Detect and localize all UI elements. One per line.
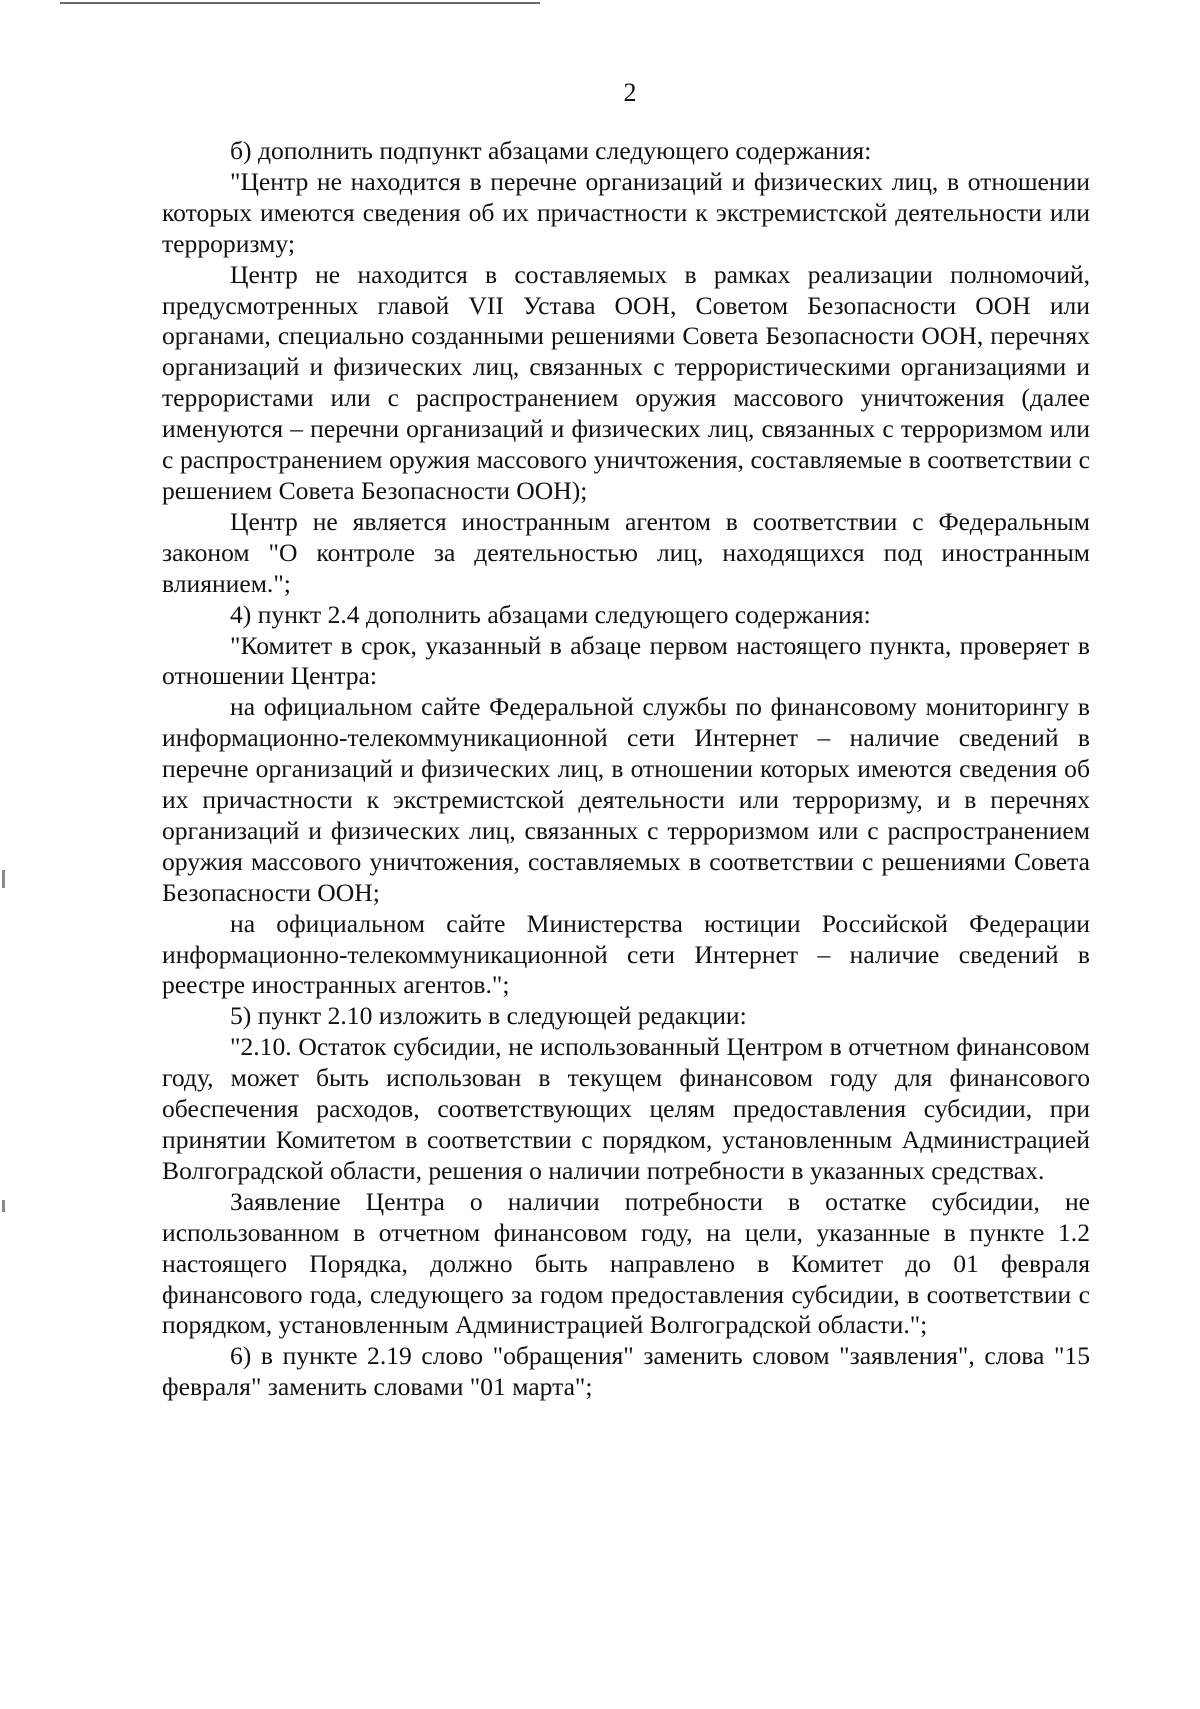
paragraph: на официальном сайте Министерства юстиции Российской Федерации информационно-телекоммуникационной сети Интернет – наличие сведений в реестре иностранных агентов."; bbox=[162, 908, 1090, 1000]
paragraph: 6) в пункте 2.19 слово "обращения" заменить словом "заявления", слова "15 февраля" заменить словами "01 марта"; bbox=[162, 1341, 1090, 1402]
paragraph: Заявление Центра о наличии потребности в остатке субсидии, не использованном в отчетном финансовом году, на цели, указанные в пункте 1.2 настоящего Порядка, должно быть направлено в Комитет до 01 февраля финансового года, следующего за годом предоставления субсидии, в соответствии с порядком, установленным Администрацией Волгоградской области."; bbox=[162, 1186, 1090, 1340]
paragraph: на официальном сайте Федеральной службы по финансовому мониторингу в информационно-телекоммуникационной сети Интернет – наличие сведений в перечне организаций и физических лиц, в отношении которых имеются сведения об их причастности к экстремистской деятельности или терроризму, и в перечнях организаций и физических лиц, связанных с терроризмом или с распространением оружия массового уничтожения, составляемых в соответствии с решениями Совета Безопасности ООН; bbox=[162, 692, 1090, 907]
paragraph: "Центр не находится в перечне организаций и физических лиц, в отношении которых имеются сведения об их причастности к экстремистской деятельности или терроризму; bbox=[162, 166, 1090, 258]
paragraph: б) дополнить подпункт абзацами следующего содержания: bbox=[230, 136, 872, 165]
scan-edge-mark bbox=[2, 1200, 5, 1212]
paragraph: 4) пункт 2.4 дополнить абзацами следующего содержания: bbox=[230, 599, 871, 629]
paragraph: 5) пункт 2.10 изложить в следующей редакции: bbox=[230, 1001, 747, 1031]
document-body bbox=[162, 136, 1090, 1403]
scan-border-mark bbox=[60, 2, 540, 4]
page-number: 2 bbox=[623, 78, 637, 107]
paragraph: Центр не находится в составляемых в рамках реализации полномочий, предусмотренных главой VII Устава ООН, Советом Безопасности ООН или органами, специально созданными решениями Совета Безопасности ООН, перечнях организаций и физических лиц, связанных с террористическими организациями и террористами или с распространением оружия массового уничтожения (далее именуются – перечни организаций и физических лиц, связанных с терроризмом или с распространением оружия массового уничтожения, составляемые в соответствии с решением Совета Безопасности ООН); bbox=[162, 259, 1090, 505]
paragraph: "2.10. Остаток субсидии, не использованный Центром в отчетном финансовом году, может быть использован в текущем финансовом году для финансового обеспечения расходов, соответствующих целям предоставления субсидии, при принятии Комитетом в соответствии с порядком, установленным Администрацией Волгоградской области, решения о наличии потребности в указанных средствах. bbox=[162, 1032, 1090, 1185]
scan-edge-mark bbox=[2, 870, 5, 888]
paragraph: "Комитет в срок, указанный в абзаце первом настоящего пункта, проверяет в отношении Центра: bbox=[162, 630, 1090, 691]
paragraph: Центр не является иностранным агентом в соответствии с Федеральным законом "О контроле за деятельностью лиц, находящихся под иностранным влиянием."; bbox=[162, 506, 1090, 598]
